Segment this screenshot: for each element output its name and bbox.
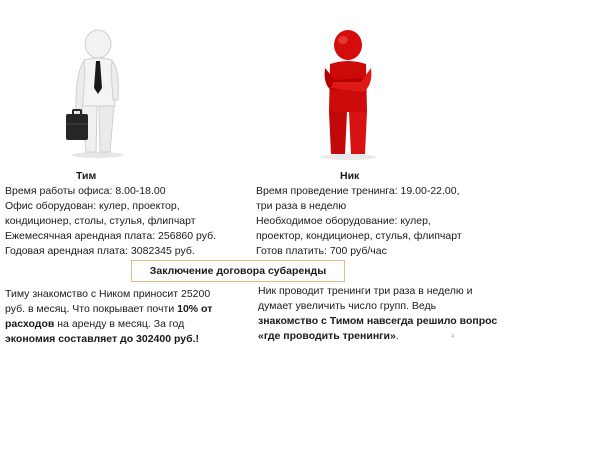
summary-emphasis: экономия составляет до 302400 руб.!: [5, 333, 199, 345]
right-person-details: [256, 184, 462, 259]
summary-text: Тиму знакомство с Ником приносит 25200 руб. в месяц. Что покрывает почти: [5, 288, 211, 315]
detail-line: Время работы офиса: 8.00-18.00: [5, 185, 166, 197]
left-person-name: Тим: [76, 170, 97, 182]
right-person-name: Ник: [340, 170, 360, 182]
detail-line: Готов платить: 700 руб/час: [256, 245, 387, 257]
right-summary-paragraph: [258, 284, 498, 344]
businessman-figure-image: [60, 28, 130, 158]
detail-line: проектор, кондиционер, стулья, флипчарт: [256, 230, 462, 242]
detail-line: Время проведение тренинга: 19.00-22.00,: [256, 185, 460, 197]
page-number: 4: [451, 334, 455, 340]
summary-emphasis: знакомство с Тимом навсегда решило вопрос «где проводить тренинги»: [258, 315, 498, 342]
detail-line: кондиционер, столы, стулья, флипчарт: [5, 215, 196, 227]
summary-text: .: [395, 330, 399, 342]
detail-line: три раза в неделю: [256, 200, 347, 212]
summary-text: Ник проводит тренинги три раза в неделю и думает увеличить число групп. Ведь: [258, 285, 473, 312]
left-person-details: [5, 184, 216, 259]
detail-line: Необходимое оборудование: кулер,: [256, 215, 431, 227]
detail-line: Годовая арендная плата: 3082345 руб.: [5, 245, 195, 257]
summary-emphasis: 10% от расходов: [5, 303, 213, 330]
sublease-agreement-label: Заключение договора субаренды: [131, 260, 345, 282]
detail-line: Офис оборудован: кулер, проектор,: [5, 200, 180, 212]
red-man-figure-image: [313, 28, 383, 160]
left-summary-paragraph: [5, 287, 231, 347]
summary-text: на аренду в месяц. За год: [54, 318, 185, 330]
detail-line: Ежемесячная арендная плата: 256860 руб.: [5, 230, 217, 242]
